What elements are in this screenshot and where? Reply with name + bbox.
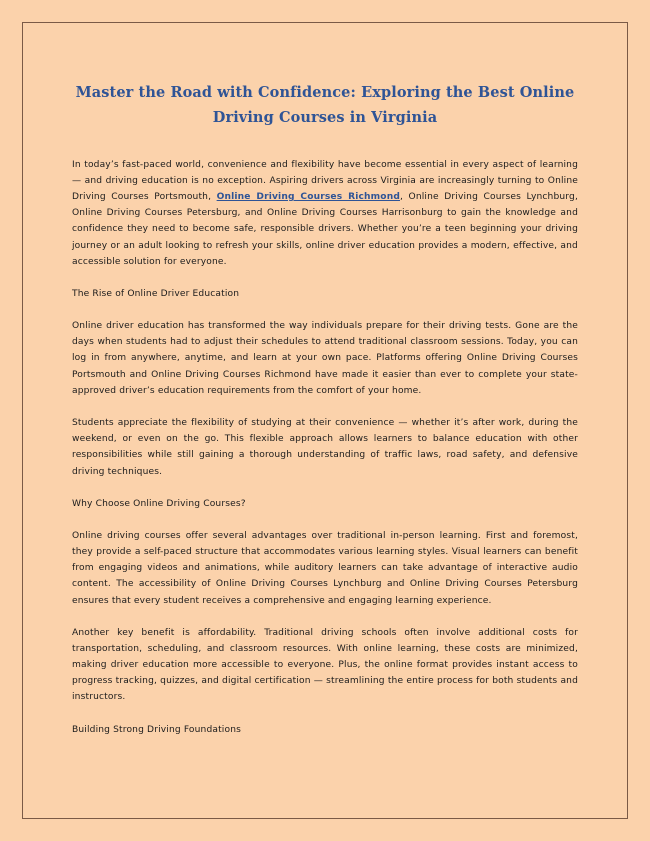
paragraph-text: In today’s fast-paced world, convenience and flexibility have become essential in every aspect of learning — and driving education is no exception. Aspiring drivers across Virginia are increasingly turning to Online Driving Courses Portsmouth, xyxy=(72,159,578,203)
section-heading: Building Strong Driving Foundations xyxy=(72,724,241,735)
body-paragraph xyxy=(72,625,578,706)
document-body xyxy=(72,157,578,738)
paragraph-text: , Online Driving Courses Lynchburg, Online Driving Courses Petersburg, and Online Driving Courses Harrisonburg to gain the knowledge and confidence they need to become safe, responsible drivers. Whether you’re a teen beginning your driving journey or an adult looking to refresh your skills, online driver education provides a modern, effective, and accessible solution for everyone. xyxy=(72,192,578,267)
inline-link[interactable]: Online Driving Courses Richmond xyxy=(216,192,400,203)
body-paragraph xyxy=(72,415,578,480)
paragraph-text: Online driver education has transformed the way individuals prepare for their driving tests. Gone are the days when students had to adjust their schedules to attend traditional classroom sessions. Today, you can log in from anywhere, anytime, and learn at your own pace. Platforms offering Online Driving Courses Portsmouth and Online Driving Courses Richmond have made it easier than ever to complete your state-approved driver’s education requirements from the comfort of your home. xyxy=(72,321,578,396)
body-paragraph xyxy=(72,157,578,270)
paragraph-text: Students appreciate the flexibility of studying at their convenience — whether it’s after work, during the weekend, or even on the go. This flexible approach allows learners to balance education with other responsibilities while still gaining a thorough understanding of traffic laws, road safety, and defensive driving techniques. xyxy=(72,417,578,477)
section-heading: The Rise of Online Driver Education xyxy=(72,288,240,299)
body-paragraph xyxy=(72,318,578,399)
document-content xyxy=(20,22,630,738)
paragraph-text: Another key benefit is affordability. Traditional driving schools often involve additional costs for transportation, scheduling, and classroom resources. With online learning, these costs are minimized, making driver education more accessible to everyone. Plus, the online format provides instant access to progress tracking, quizzes, and digital certification — streamlining the entire process for both students and instructors. xyxy=(72,627,578,703)
body-paragraph xyxy=(72,528,578,609)
page-title: Master the Road with Confidence: Exploring the Best Online Driving Courses in Virginia xyxy=(75,84,575,127)
section-heading: Why Choose Online Driving Courses? xyxy=(72,498,246,509)
paragraph-text: Online driving courses offer several advantages over traditional in-person learning. First and foremost, they provide a self-paced structure that accommodates various learning styles. Visual learners can benefit from engaging videos and animations, while auditory learners can take advantage of interactive audio content. The accessibility of Online Driving Courses Lynchburg and Online Driving Courses Petersburg ensures that every student receives a comprehensive and engaging learning experience. xyxy=(72,530,578,606)
